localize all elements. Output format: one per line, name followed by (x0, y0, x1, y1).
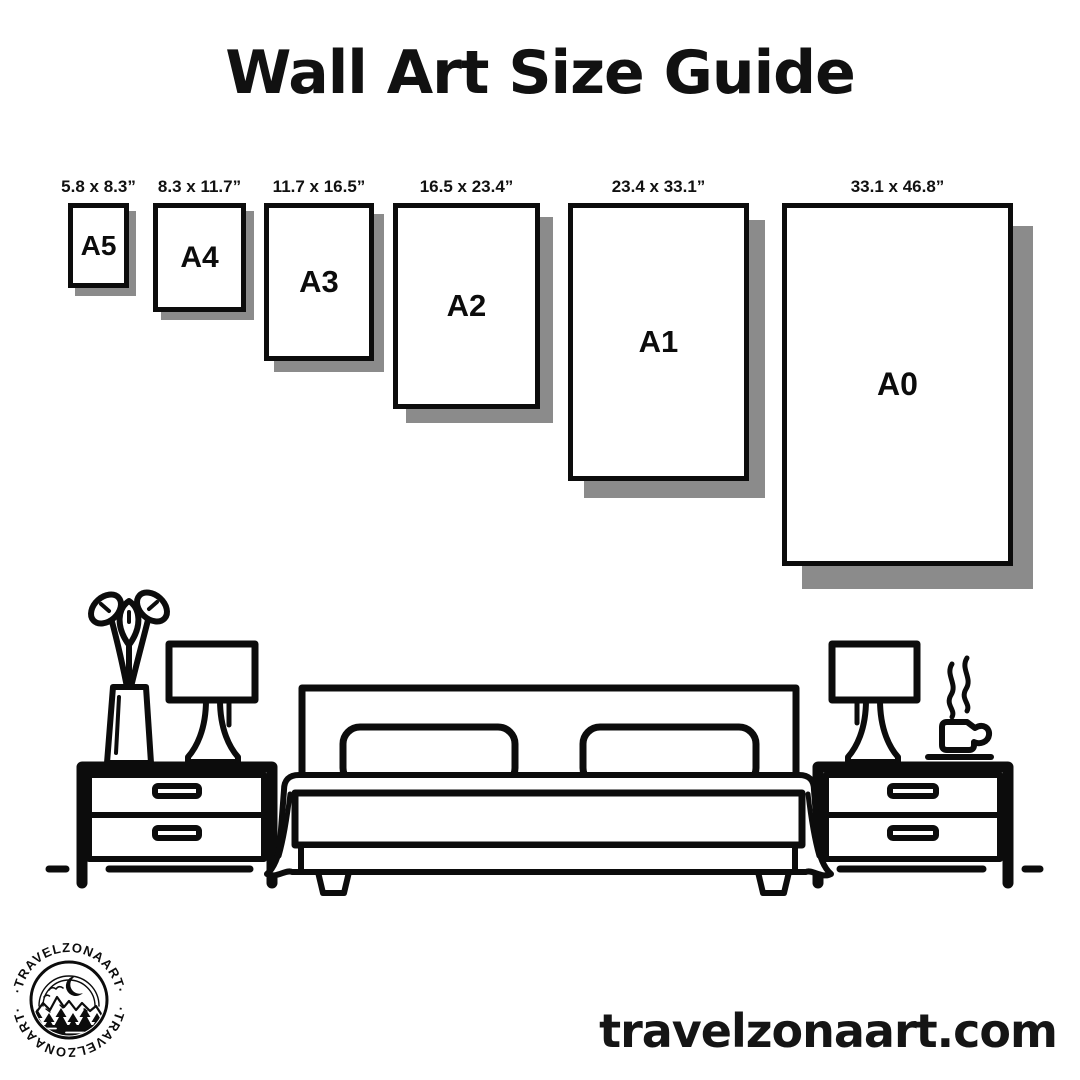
frame-a5 (68, 203, 129, 288)
frame-a3 (264, 203, 374, 361)
brand-logo (2, 933, 136, 1067)
frame-a0 (782, 203, 1013, 566)
frame-a4-label: A4 (180, 240, 219, 274)
frame-a2-label: A2 (446, 288, 487, 323)
size-label-a0: 33.1 x 46.8” (850, 177, 945, 196)
coffee-cup-icon (928, 658, 991, 757)
logo-top-text: ·TRAVELZONAART· (9, 939, 129, 995)
double-bed-icon (267, 688, 831, 893)
frame-a1-label: A1 (638, 324, 679, 359)
website-url: travelzonaart.com (599, 1004, 1057, 1058)
frame-a3-label: A3 (299, 264, 339, 299)
size-label-a2: 16.5 x 23.4” (419, 177, 514, 196)
logo-bottom-text: ·TRAVELZONAART· (9, 1005, 129, 1061)
size-label-a3: 11.7 x 16.5” (272, 177, 366, 196)
page-title: Wall Art Size Guide (225, 38, 855, 108)
bedroom-scene (0, 580, 1080, 900)
frame-a5-label: A5 (80, 229, 117, 261)
size-label-a1: 23.4 x 33.1” (611, 177, 706, 196)
frame-a4 (153, 203, 246, 312)
frame-a1 (568, 203, 749, 481)
size-label-a4: 8.3 x 11.7” (157, 177, 242, 196)
size-label-a5: 5.8 x 8.3” (61, 177, 136, 196)
frame-a0-label: A0 (877, 366, 918, 402)
table-lamp-icon (832, 644, 917, 762)
frame-a2 (393, 203, 540, 409)
plant-vase-icon (85, 587, 172, 763)
table-lamp-icon (169, 644, 255, 762)
